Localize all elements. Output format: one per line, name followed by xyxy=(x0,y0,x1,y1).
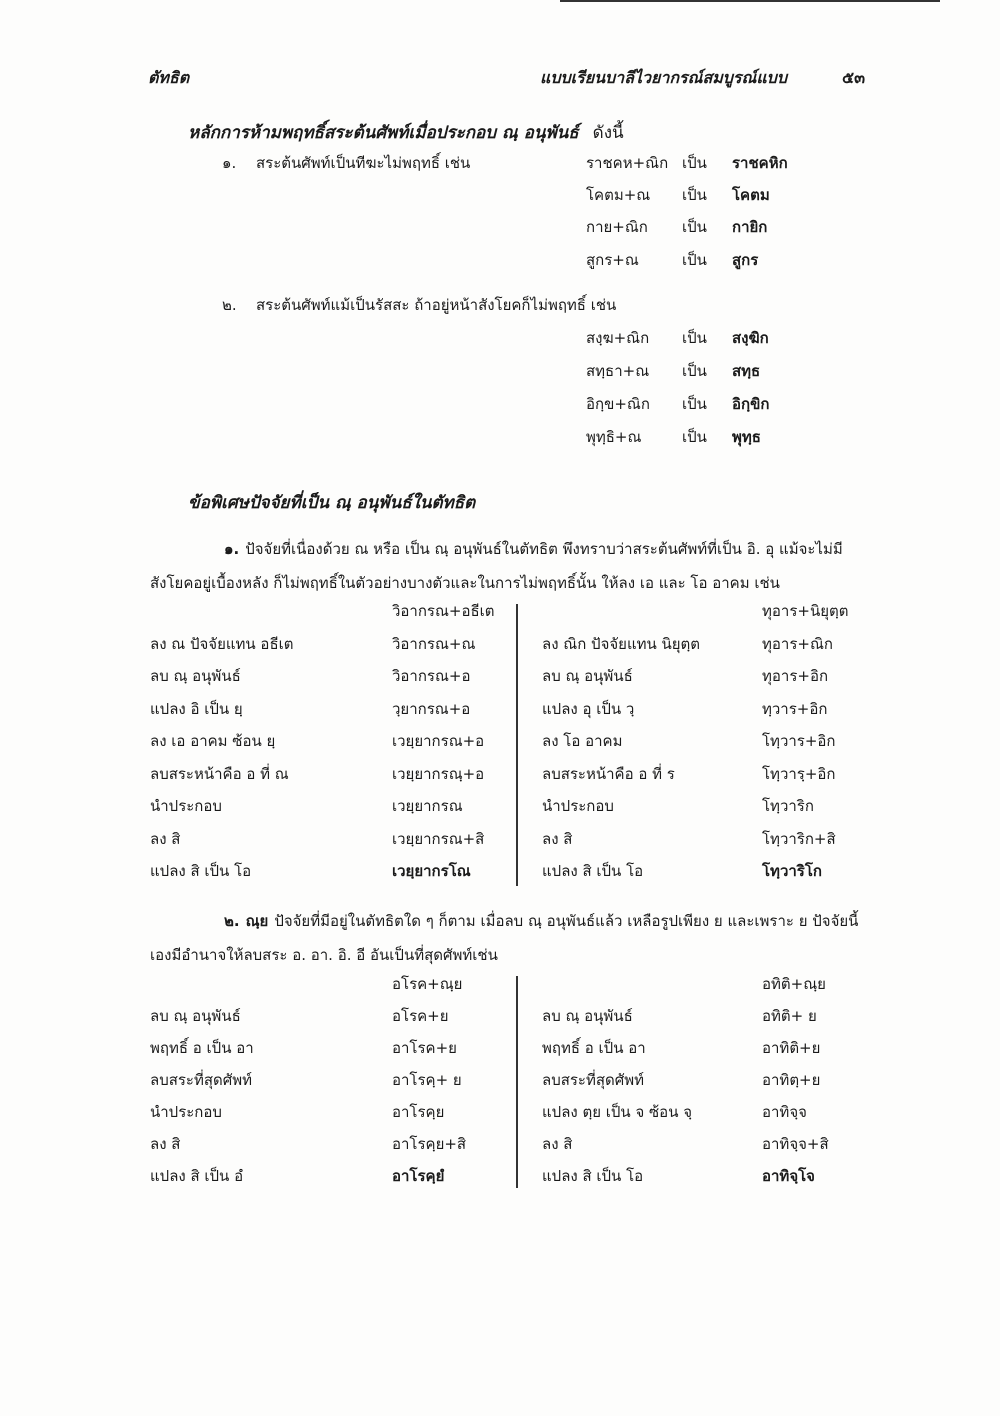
example-row xyxy=(586,359,916,381)
example-connector: เป็น xyxy=(682,428,707,446)
step-label: ลง สิ xyxy=(150,1135,181,1153)
example-row xyxy=(586,248,916,270)
example-connector: เป็น xyxy=(682,186,707,204)
step-form: อาโรคฺ+ ย xyxy=(392,1071,462,1089)
rule-number: ๒. xyxy=(222,296,237,314)
example-result: สูกร xyxy=(732,251,759,269)
table-row xyxy=(150,632,860,665)
step-form: อทิติ+ ย xyxy=(762,1007,817,1025)
example-connector: เป็น xyxy=(682,362,707,380)
step-form: วฺยากรณ+อ xyxy=(392,699,471,718)
step-form: วิอากรณ+ณ xyxy=(392,634,476,653)
final-form: อาโรคฺยํ xyxy=(392,1167,445,1185)
example-result: กายิก xyxy=(732,218,768,236)
step-label: ลบสระที่สุดศัพท์ xyxy=(542,1071,645,1089)
example-row xyxy=(586,326,916,348)
example-connector: เป็น xyxy=(682,218,707,236)
example-connector: เป็น xyxy=(682,395,707,413)
final-form: เวยฺยากรโณ xyxy=(392,862,471,880)
table-row xyxy=(150,1132,860,1164)
header-cell: วิอากรณ+อธีเต xyxy=(392,602,495,620)
table-row xyxy=(150,1068,860,1100)
example-source: สูกร+ณ xyxy=(586,251,639,269)
step-label: แปลง อิ เป็น ยฺ xyxy=(150,699,243,718)
table-row xyxy=(150,762,860,795)
step-label: ลบ ณฺ อนุพันธ์ xyxy=(150,1007,241,1025)
step-form: ทฺวาร+อิก xyxy=(762,699,828,718)
step-label: ลง โอ อาคม xyxy=(542,732,623,750)
example-row xyxy=(586,425,916,447)
step-form: เวยฺยากรณฺ+อ xyxy=(392,764,485,783)
step-form: โทฺวาริก xyxy=(762,797,814,815)
section2-heading: ข้อพิเศษปัจจัยที่เป็น ณฺ อนุพันธ์ในตัทธิต xyxy=(188,493,476,513)
example-connector: เป็น xyxy=(682,251,707,269)
example-row xyxy=(586,392,916,414)
example-source: สงฺฆ+ณิก xyxy=(586,329,650,347)
example-result: ราชคหิก xyxy=(732,154,788,172)
section1-heading-suffix: ดังนี้ xyxy=(592,123,624,143)
paragraph-1 xyxy=(150,532,870,600)
example-result: พุทฺธ xyxy=(732,428,761,446)
example-source: ราชคห+ณิก xyxy=(586,154,669,172)
top-rule xyxy=(560,0,940,2)
step-label: ลง สิ xyxy=(150,829,181,848)
final-form: โทฺวาริโก xyxy=(762,862,822,880)
step-label: พฤทธิ์ อ เป็น อา xyxy=(150,1039,254,1057)
table-row xyxy=(150,697,860,730)
step-form: ทุอาร+ณิก xyxy=(762,634,833,653)
table-row xyxy=(150,729,860,762)
example-source: โคตม+ณ xyxy=(586,186,651,204)
example-row xyxy=(586,183,916,205)
example-source: สทฺธา+ณ xyxy=(586,362,650,380)
header-cell: ทุอาร+นิยุตฺต xyxy=(762,602,849,620)
example-row xyxy=(586,151,916,173)
paragraph-text: ปัจจัยที่มีอยู่ในตัทธิตใด ๆ ก็ตาม เมื่อลบ ณฺ อนุพันธ์แล้ว เหลือรูปเพียง ย และเพราะ ย ปัจจัยนี้เองมีอำนาจให้ลบสระ อ. อา. อิ. อี อันเป็นที่สุดศัพท์เช่น xyxy=(150,912,859,964)
rule-item-1 xyxy=(222,151,470,175)
table-row-final xyxy=(150,859,860,892)
table-row xyxy=(150,827,860,860)
example-result: สงฺฆิก xyxy=(732,329,769,347)
step-form: โทฺวาร+อิก xyxy=(762,732,836,750)
step-label: นำประกอบ xyxy=(150,1103,222,1121)
step-label: ลง เอ อาคม ซ้อน ยฺ xyxy=(150,732,276,750)
running-header-left: ตัทธิต xyxy=(148,68,190,87)
step-label: พฤทธิ์ อ เป็น อา xyxy=(542,1039,646,1057)
step-label: แปลง อุ เป็น วฺ xyxy=(542,699,635,718)
step-form: อาโรคฺย+สิ xyxy=(392,1135,467,1153)
header-cell: อทิติ+ณฺย xyxy=(762,975,826,993)
step-form: เวยฺยากรณ xyxy=(392,797,463,815)
table-row xyxy=(150,1100,860,1132)
table-header-row xyxy=(150,599,860,632)
example-source: อิกฺข+ณิก xyxy=(586,395,650,413)
step-label: แปลง สิ เป็น โอ xyxy=(542,862,644,880)
table-header-row xyxy=(150,972,860,1004)
table-row xyxy=(150,1036,860,1068)
step-form: อาโรค+ย xyxy=(392,1039,457,1057)
step-label: ลง ณ ปัจจัยแทน อธีเต xyxy=(150,634,294,653)
step-label: แปลง สิ เป็น โอ xyxy=(150,862,252,880)
example-result: สทฺธ xyxy=(732,362,761,380)
step-label: ลบสระหน้าคือ อ ที่ ณ xyxy=(150,764,289,783)
step-label: ลบ ณฺ อนุพันธ์ xyxy=(542,1007,633,1025)
example-source: กาย+ณิก xyxy=(586,218,648,236)
step-form: โทฺวาริก+สิ xyxy=(762,829,836,848)
step-label: แปลง สิ เป็น อํ xyxy=(150,1167,244,1185)
example-source: พุทฺธิ+ณ xyxy=(586,428,642,446)
example-connector: เป็น xyxy=(682,329,707,347)
paragraph-number: ๑. xyxy=(224,540,240,558)
step-form: วิอากรณ+อ xyxy=(392,667,471,685)
page-number: ๕๓ xyxy=(842,68,866,87)
rule-item-2 xyxy=(222,293,616,317)
step-label: ลบ ณฺ อนุพันธ์ xyxy=(542,667,633,685)
derivation-table-1 xyxy=(150,599,860,892)
table-row xyxy=(150,664,860,697)
section1-heading-text: หลักการห้ามพฤทธิ์สระต้นศัพท์เมื่อประกอบ ณฺ อนุพันธ์ xyxy=(188,123,579,143)
step-form: เวยฺยากรณ+สิ xyxy=(392,829,485,848)
example-result: อิกฺขิก xyxy=(732,395,770,413)
step-form: ทุอาร+อิก xyxy=(762,667,829,685)
step-form: เวยฺยากรณ+อ xyxy=(392,732,485,750)
step-label: นำประกอบ xyxy=(150,797,222,815)
step-label: ลบสระหน้าคือ อ ที่ ร xyxy=(542,764,675,783)
step-form: อาทิจฺจ+สิ xyxy=(762,1135,829,1153)
step-label: นำประกอบ xyxy=(542,797,614,815)
final-form: อาทิจฺโจ xyxy=(762,1167,815,1185)
example-row xyxy=(586,215,916,237)
step-label: แปลง ตฺย เป็น จ ซ้อน จฺ xyxy=(542,1103,692,1121)
paragraph-text: ปัจจัยที่เนื่องด้วย ณ หรือ เป็น ณฺ อนุพันธ์ในตัทธิต พึงทราบว่าสระต้นศัพท์ที่เป็น อิ. อุ แม้จะไม่มีสังโยคอยู่เบื้องหลัง ก็ไม่พฤทธิ์ในตัวอย่างบางตัวและในการไม่พฤทธิ์นั้น ให้ลง เอ และ โอ อาคม เช่น xyxy=(150,540,843,592)
step-form: อาทิจฺจ xyxy=(762,1103,807,1121)
step-form: อาโรคฺย xyxy=(392,1103,445,1121)
example-result: โคตม xyxy=(732,186,770,204)
table-row-final xyxy=(150,1164,860,1196)
table-row xyxy=(150,1004,860,1036)
step-form: อาทิตฺ+ย xyxy=(762,1071,821,1089)
derivation-table-2 xyxy=(150,972,860,1196)
step-label: ลง สิ xyxy=(542,829,573,848)
step-form: อาทิติ+ย xyxy=(762,1039,821,1057)
step-label: ลบสระที่สุดศัพท์ xyxy=(150,1071,253,1089)
example-connector: เป็น xyxy=(682,154,707,172)
paragraph-number: ๒. xyxy=(224,912,240,930)
step-form: โทฺวารฺ+อิก xyxy=(762,764,836,783)
step-form: อโรค+ย xyxy=(392,1007,449,1025)
header-cell: อโรค+ณฺย xyxy=(392,975,463,993)
running-header-title: แบบเรียนบาลีไวยากรณ์สมบูรณ์แบบ xyxy=(540,68,787,87)
step-label: ลง ณิก ปัจจัยแทน นิยุตฺต xyxy=(542,634,701,653)
section1-heading xyxy=(188,119,624,146)
table-row xyxy=(150,794,860,827)
step-label: ลง สิ xyxy=(542,1135,573,1153)
rule-number: ๑. xyxy=(222,154,237,172)
paragraph-2 xyxy=(150,904,870,972)
step-label: ลบ ณฺ อนุพันธ์ xyxy=(150,667,241,685)
step-label: แปลง สิ เป็น โอ xyxy=(542,1167,644,1185)
suffix-term: ณฺย xyxy=(245,912,269,930)
rule-text: สระต้นศัพท์แม้เป็นรัสสะ ถ้าอยู่หน้าสังโยคก็ไม่พฤทธิ์ เช่น xyxy=(256,296,617,314)
rule-text: สระต้นศัพท์เป็นทีฆะไม่พฤทธิ์ เช่น xyxy=(256,154,471,172)
